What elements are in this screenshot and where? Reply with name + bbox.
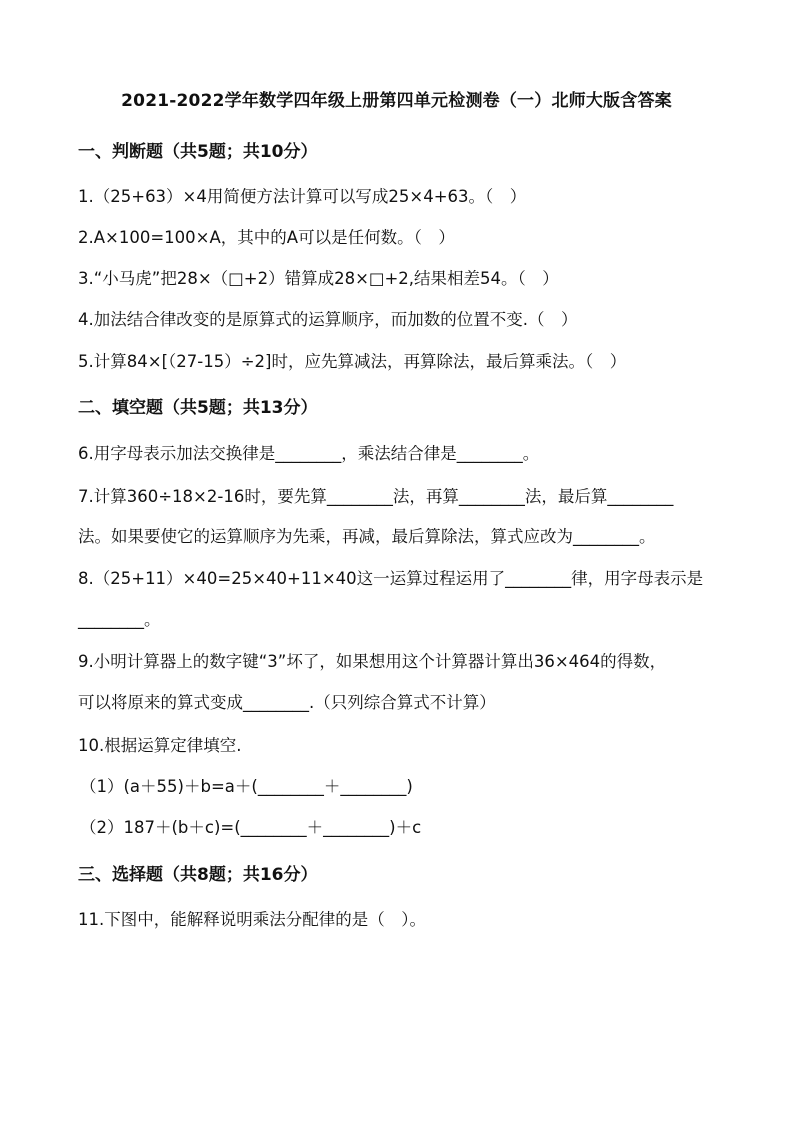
question-5: 5.计算84×[（27-15）÷2]时，应先算减法，再算除法，最后算乘法。（ ） (78, 352, 627, 371)
question-6: 6.用字母表示加法交换律是________，乘法结合律是________。 (78, 444, 540, 463)
page-title: 2021-2022学年数学四年级上册第四单元检测卷（一）北师大版含答案 (121, 91, 672, 111)
question-9-line-1: 9.小明计算器上的数字键“3”坏了，如果想用这个计算器计算出36×464的得数， (78, 652, 667, 671)
section-heading-judgment: 一、判断题（共5题；共10分） (78, 142, 318, 162)
question-8-line-1: 8.（25+11）×40=25×40+11×40这一运算过程运用了________律，用字母表示是 (78, 569, 704, 588)
question-4: 4.加法结合律改变的是原算式的运算顺序，而加数的位置不变.（ ） (78, 310, 578, 329)
question-7-line-1: 7.计算360÷18×2-16时，要先算________法，再算________法，最后算________ (78, 487, 674, 506)
question-10-part-2: （2）187＋(b＋c)=(________＋________)＋c (80, 818, 422, 837)
section-heading-multiple-choice: 三、选择题（共8题；共16分） (78, 865, 318, 885)
question-10: 10.根据运算定律填空. (78, 736, 242, 755)
question-2: 2.A×100=100×A，其中的A可以是任何数。（ ） (78, 228, 455, 247)
question-1: 1.（25+63）×4用简便方法计算可以写成25×4+63。（ ） (78, 187, 527, 206)
section-heading-fill-in: 二、填空题（共5题；共13分） (78, 398, 318, 418)
question-10-part-1: （1）(a＋55)＋b=a＋(________＋________) (80, 777, 413, 796)
question-7-line-2: 法。如果要使它的运算顺序为先乘，再减，最后算除法，算式应改为________。 (78, 527, 656, 546)
question-8-line-2: ________。 (78, 610, 161, 629)
question-3: 3.“小马虎”把28×（□+2）错算成28×□+2,结果相差54。（ ） (78, 269, 559, 288)
question-11: 11.下图中，能解释说明乘法分配律的是（ ）。 (78, 910, 426, 929)
question-9-line-2: 可以将原来的算式变成________.（只列综合算式不计算） (78, 693, 496, 712)
